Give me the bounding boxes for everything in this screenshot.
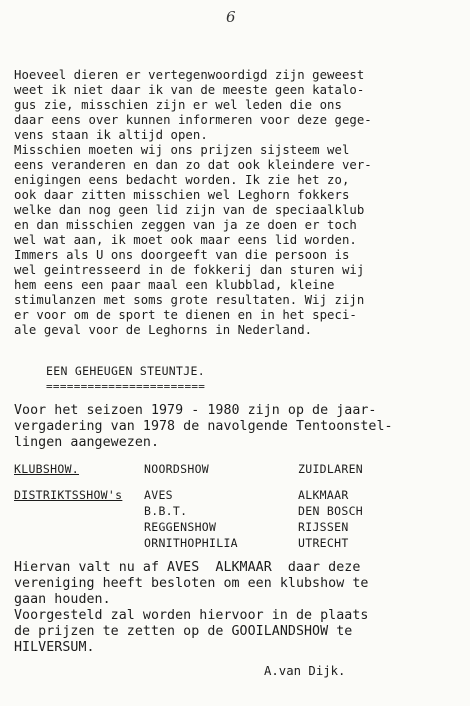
text-line: vergadering van 1978 de navolgende Tentoonstel-: [14, 419, 393, 434]
text-line: Misschien moeten wij ons prijzen sijsteem wel: [14, 143, 350, 157]
text-line: stimulanzen met soms grote resultaten. Wij zijn: [14, 293, 365, 307]
text-line: Voorgesteld zal worden hiervoor in de plaats: [14, 608, 369, 623]
text-line: Voor het seizoen 1979 - 1980 zijn op de jaar-: [14, 403, 377, 418]
text-line: gaan houden.: [14, 592, 111, 607]
text-line: Hoeveel dieren er vertegenwoordigd zijn geweest: [14, 68, 365, 82]
klubshow-city: ZUIDLAREN: [298, 462, 364, 476]
text-line: weet ik niet daar ik van de meeste geen katalo-: [14, 83, 365, 97]
text-line: ook daar zitten misschien wel Leghorn fokkers: [14, 188, 350, 202]
text-line: wel wat aan, ik moet ook maar eens lid worden.: [14, 233, 357, 247]
text-line: vens staan ik altijd open.: [14, 128, 208, 142]
text-line: en dan misschien zeggen van ja ze doen er toch: [14, 218, 357, 232]
district-name: ORNITHOPHILIA: [144, 536, 238, 550]
section-title: EEN GEHEUGEN STEUNTJE.: [46, 364, 205, 378]
text-line: vereniging heeft besloten om een klubshow te: [14, 576, 369, 591]
district-label: DISTRIKTSSHOW's: [14, 488, 123, 502]
district-city: DEN BOSCH: [298, 504, 364, 518]
text-line: eens veranderen en dan zo dat ook kleindere ver-: [14, 158, 372, 172]
district-city: RIJSSEN: [298, 520, 349, 534]
text-line: HILVERSUM.: [14, 640, 95, 655]
page-number: 6: [226, 8, 236, 26]
district-name: REGGENSHOW: [144, 520, 217, 534]
text-line: daar eens over kunnen informeren voor deze gege-: [14, 113, 372, 127]
text-line: welke dan nog geen lid zijn van de speciaalklub: [14, 203, 365, 217]
text-line: wel geintresseerd in de fokkerij dan sturen wij: [14, 263, 365, 277]
text-line: ale geval voor de Leghorns in Nederland.: [14, 323, 313, 337]
text-line: Immers als U ons doorgeeft van die persoon is: [14, 248, 350, 262]
district-name: B.B.T.: [144, 504, 188, 518]
text-line: hem eens een paar maal een klubblad, kleine: [14, 278, 335, 292]
district-city: ALKMAAR: [298, 488, 349, 502]
text-line: Hiervan valt nu af AVES ALKMAAR daar deze: [14, 560, 361, 575]
text-line: gus zie, misschien zijn er wel leden die ons: [14, 98, 342, 112]
text-line: lingen aangewezen.: [14, 435, 159, 450]
section-title-underline: =======================: [46, 380, 206, 393]
text-line: er voor om de sport te dienen en in het speci-: [14, 308, 357, 322]
klubshow-label: KLUBSHOW.: [14, 462, 80, 476]
text-line: de prijzen te zetten op de GOOILANDSHOW te: [14, 624, 353, 639]
klubshow-name: NOORDSHOW: [144, 462, 210, 476]
text-line: enigingen eens bedacht worden. Ik zie het zo,: [14, 173, 350, 187]
district-name: AVES: [144, 488, 173, 502]
district-city: UTRECHT: [298, 536, 349, 550]
signature: A.van Dijk.: [264, 664, 346, 678]
